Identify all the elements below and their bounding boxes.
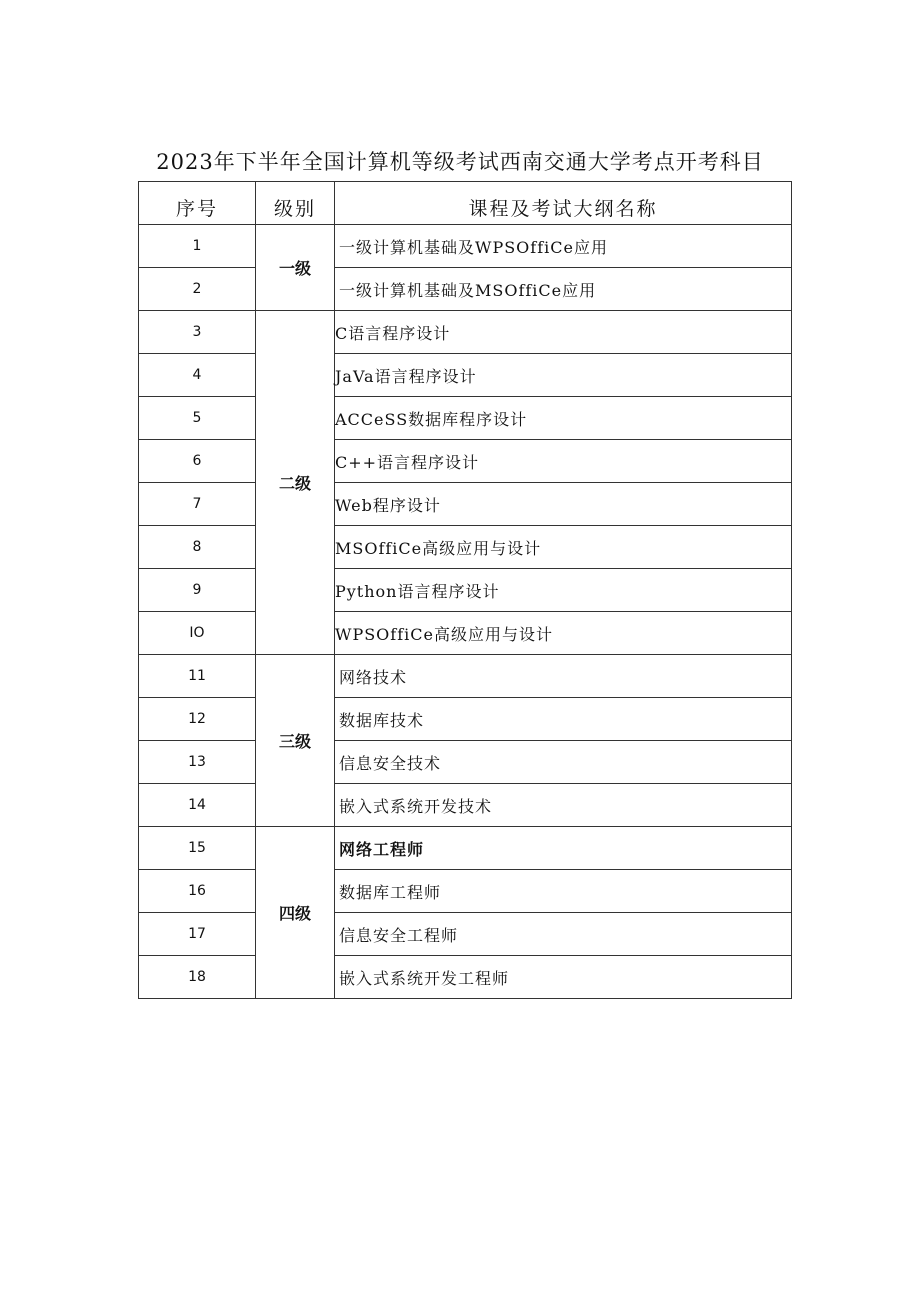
table-row <box>139 569 792 612</box>
row-course: 信息安全工程师 <box>335 913 792 956</box>
row-seq: 15 <box>139 827 256 870</box>
table-row <box>139 827 792 870</box>
row-seq: 12 <box>139 698 256 741</box>
row-seq: 16 <box>139 870 256 913</box>
table-row <box>139 612 792 655</box>
row-seq: 17 <box>139 913 256 956</box>
row-seq: 7 <box>139 483 256 526</box>
row-seq: 3 <box>139 311 256 354</box>
table-row <box>139 225 792 268</box>
row-course: 网络工程师 <box>335 827 792 870</box>
row-seq: 6 <box>139 440 256 483</box>
row-seq: 18 <box>139 956 256 999</box>
level-3-cell: 三级 <box>256 655 335 827</box>
level-4-cell: 四级 <box>256 827 335 999</box>
row-course: 信息安全技术 <box>335 741 792 784</box>
row-course: 嵌入式系统开发技术 <box>335 784 792 827</box>
table-row <box>139 354 792 397</box>
row-course: JaVa语言程序设计 <box>335 354 792 397</box>
row-seq: 2 <box>139 268 256 311</box>
row-course: C语言程序设计 <box>335 311 792 354</box>
row-course: ACCeSS数据库程序设计 <box>335 397 792 440</box>
header-course: 课程及考试大纲名称 <box>335 182 792 225</box>
table-row <box>139 913 792 956</box>
document-title: 2023年下半年全国计算机等级考试西南交通大学考点开考科目 <box>156 150 764 174</box>
row-seq: 4 <box>139 354 256 397</box>
table-row <box>139 698 792 741</box>
row-course: 数据库工程师 <box>335 870 792 913</box>
table-row <box>139 655 792 698</box>
table-row <box>139 956 792 999</box>
row-course: 数据库技术 <box>335 698 792 741</box>
header-seq: 序号 <box>139 182 256 225</box>
header-level: 级别 <box>256 182 335 225</box>
row-course: 一级计算机基础及WPSOffiCe应用 <box>335 225 792 268</box>
row-seq: 5 <box>139 397 256 440</box>
row-course: MSOffiCe高级应用与设计 <box>335 526 792 569</box>
row-seq: 14 <box>139 784 256 827</box>
row-seq: 13 <box>139 741 256 784</box>
row-seq: 11 <box>139 655 256 698</box>
row-course: Python语言程序设计 <box>335 569 792 612</box>
row-course: WPSOffiCe高级应用与设计 <box>335 612 792 655</box>
table-row <box>139 440 792 483</box>
table-row <box>139 397 792 440</box>
table-row <box>139 311 792 354</box>
row-course: C++语言程序设计 <box>335 440 792 483</box>
row-seq: 1 <box>139 225 256 268</box>
exam-subjects-table <box>138 181 792 999</box>
table-header-row <box>139 182 792 225</box>
row-seq: 8 <box>139 526 256 569</box>
row-course: 网络技术 <box>335 655 792 698</box>
table-row <box>139 268 792 311</box>
table-row <box>139 870 792 913</box>
row-course: Web程序设计 <box>335 483 792 526</box>
row-course: 一级计算机基础及MSOffiCe应用 <box>335 268 792 311</box>
table-row <box>139 483 792 526</box>
table-row <box>139 741 792 784</box>
row-seq: IO <box>139 612 256 655</box>
row-course: 嵌入式系统开发工程师 <box>335 956 792 999</box>
level-1-cell: 一级 <box>256 225 335 311</box>
row-seq: 9 <box>139 569 256 612</box>
table-row <box>139 526 792 569</box>
level-2-cell: 二级 <box>256 311 335 655</box>
table-row <box>139 784 792 827</box>
